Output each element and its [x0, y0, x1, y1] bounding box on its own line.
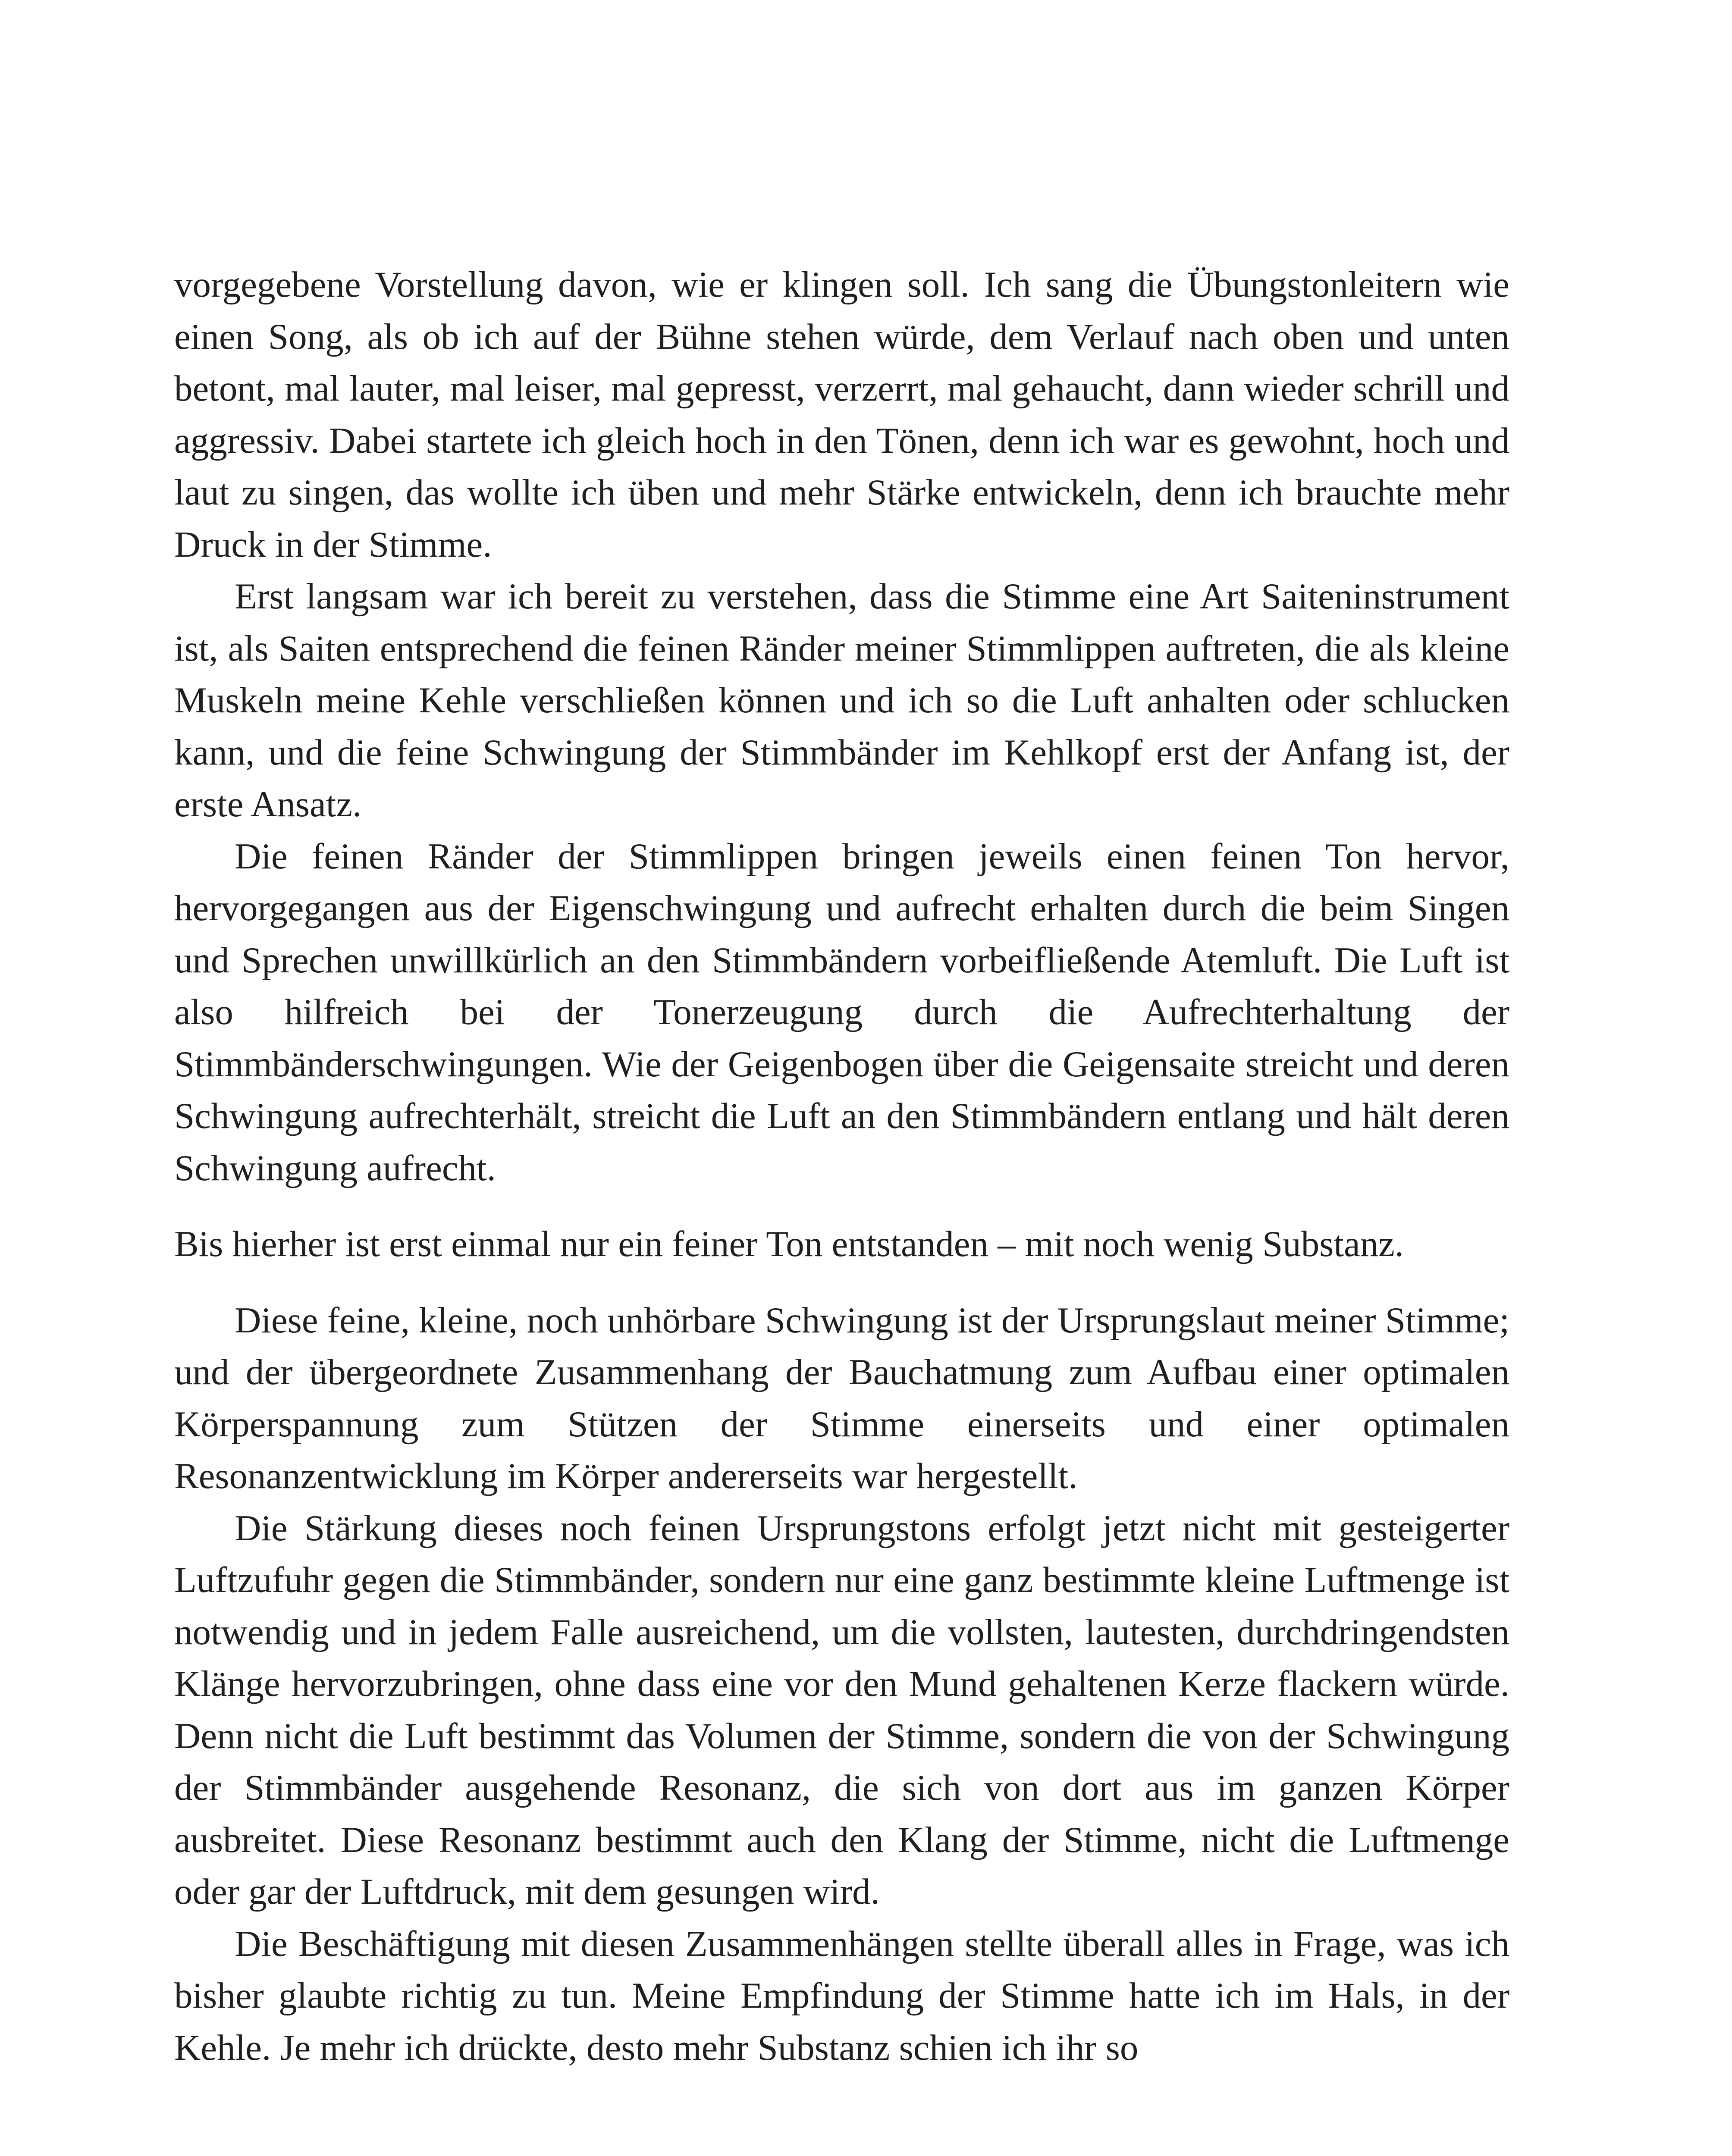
paragraph-1: vorgegebene Vorstellung davon, wie er klingen soll. Ich sang die Übungstonleitern wie einen Song, als ob ich auf der Bühne stehen würde, dem Verlauf nach oben und unten betont, mal lauter, mal leiser, mal gepresst, verzerrt, mal gehaucht, dann wieder schrill und aggressiv. Dabei startete ich gleich hoch in den Tönen, denn ich war es gewohnt, hoch und laut zu singen, das wollte ich üben und mehr Stärke entwickeln, denn ich brauchte mehr Druck in der Stimme. [174, 264, 1509, 565]
paragraph-2: Erst langsam war ich bereit zu verstehen, dass die Stimme eine Art Saiteninstrument ist, als Saiten entsprechend die feinen Ränder meiner Stimmlippen auftreten, die als kleine Muskeln meine Kehle verschließen können und ich so die Luft anhalten oder schlucken kann, und die feine Schwingung der Stimmbänder im Kehlkopf erst der Anfang ist, der erste Ansatz. [174, 576, 1509, 824]
paragraph-6: Die Stärkung dieses noch feinen Ursprungstons erfolgt jetzt nicht mit gesteigerter Luftzufuhr gegen die Stimmbänder, sondern nur eine ganz bestimmte kleine Luftmenge ist notwendig und in jedem Falle ausreichend, um die vollsten, lautesten, durchdringendsten Klänge hervorzubringen, ohne dass eine vor den Mund gehaltenen Kerze flackern würde. Denn nicht die Luft bestimmt das Volumen der Stimme, sondern die von der Schwingung der Stimmbänder ausgehende Resonanz, die sich von dort aus im ganzen Körper ausbreitet. Diese Resonanz bestimmt auch den Klang der Stimme, nicht die Luftmenge oder gar der Luftdruck, mit dem gesungen wird. [174, 1507, 1509, 1912]
body-text [174, 259, 1509, 2074]
paragraph-7: Die Beschäftigung mit diesen Zusammenhängen stellte überall alles in Frage, was ich bisher glaubte richtig zu tun. Meine Empfindung der Stimme hatte ich im Hals, in der Kehle. Je mehr ich drückte, desto mehr Substanz schien ich ihr so [174, 1923, 1509, 2068]
paragraph-5: Diese feine, kleine, noch unhörbare Schwingung ist der Ursprungslaut meiner Stimme; und der übergeordnete Zusammenhang der Bauchatmung zum Aufbau einer optimalen Körperspannung zum Stützen der Stimme einerseits und einer optimalen Resonanzentwicklung im Körper andererseits war hergestellt. [174, 1300, 1509, 1496]
paragraph-3: Die feinen Ränder der Stimmlippen bringen jeweils einen feinen Ton hervor, hervorgegangen aus der Eigenschwingung und aufrecht erhalten durch die beim Singen und Sprechen unwillkürlich an den Stimmbändern vorbeifließende Atemluft. Die Luft ist also hilfreich bei der Tonerzeugung durch die Aufrechterhaltung der Stimmbänderschwingungen. Wie der Geigenbogen über die Geigensaite streicht und deren Schwingung aufrechterhält, streicht die Luft an den Stimmbändern entlang und hält deren Schwingung aufrecht. [174, 836, 1509, 1188]
paragraph-4: Bis hierher ist erst einmal nur ein feiner Ton entstanden – mit noch wenig Substanz. [174, 1224, 1404, 1264]
